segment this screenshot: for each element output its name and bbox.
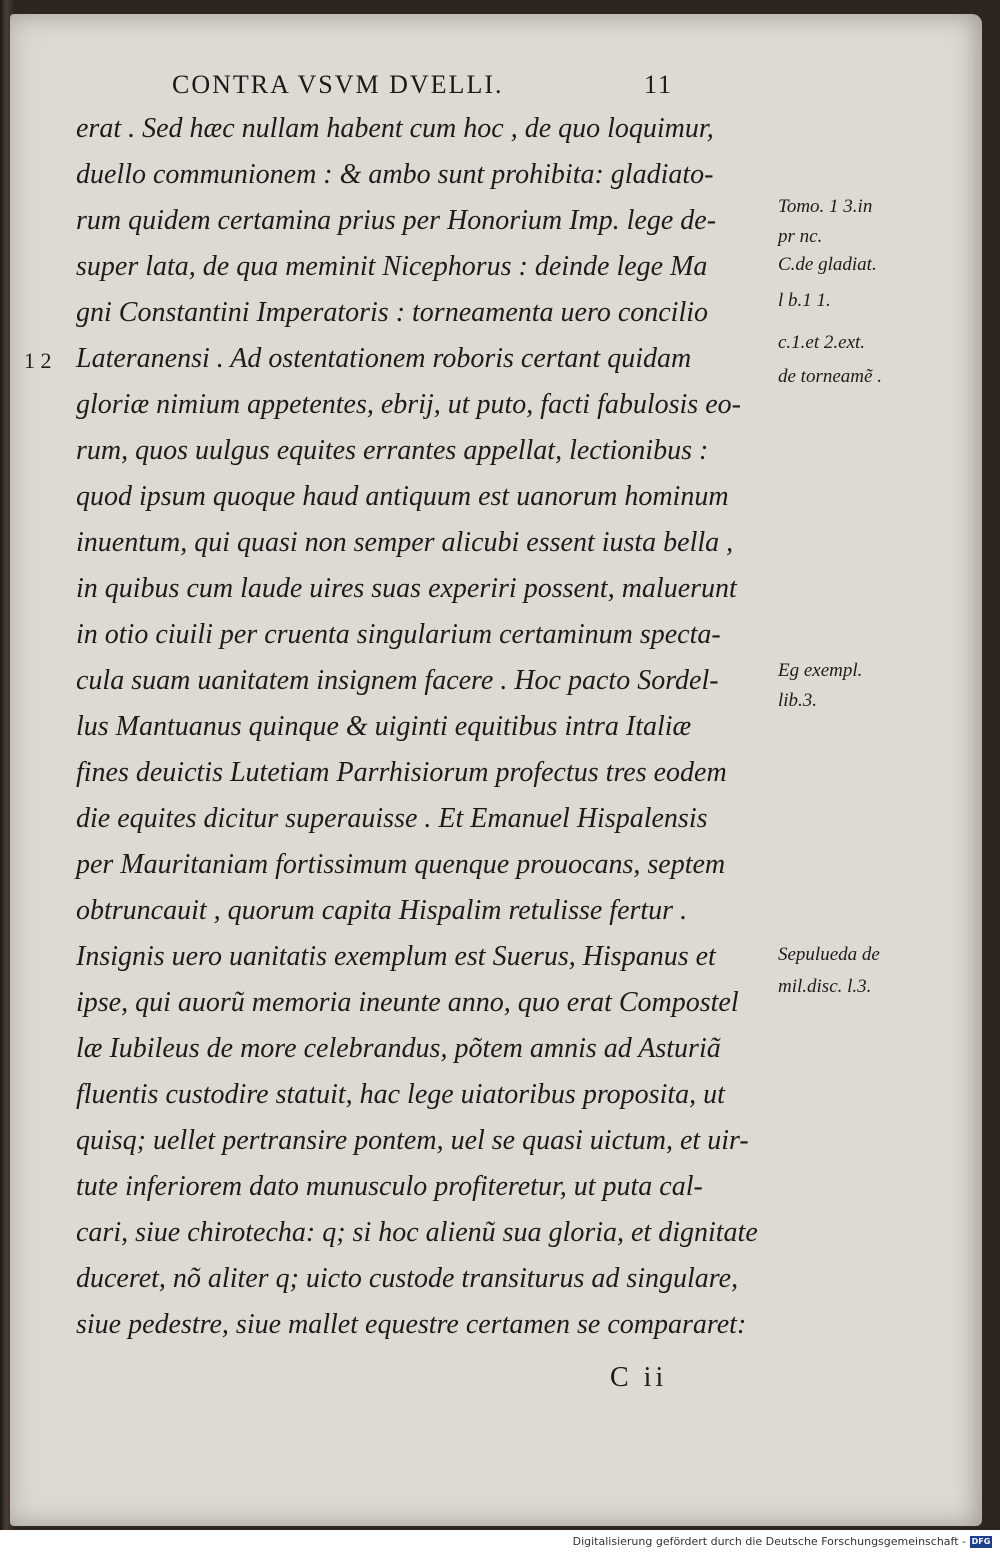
body-line: obtruncauit , quorum capita Hispalim retulisse fertur . [76, 895, 688, 926]
footer-bar [0, 1530, 1000, 1554]
body-line: gni Constantini Imperatoris : torneamenta uero concilio [76, 297, 709, 328]
margin-note: Tomo. 1 3.in [778, 196, 873, 217]
body-line: die equites dicitur superauisse . Et Emanuel Hispalensis [76, 803, 708, 834]
margin-note: Sepulueda de [778, 944, 880, 965]
body-line: læ Iubileus de more celebrandus, põtem amnis ad Asturiã [76, 1033, 721, 1064]
margin-note: Eg exempl. [778, 660, 863, 681]
body-line: per Mauritaniam fortissimum quenque prouocans, septem [76, 849, 726, 880]
body-line: in otio ciuili per cruenta singularium certaminum specta- [76, 619, 721, 650]
body-line: rum, quos uulgus equites errantes appellat, lectionibus : [76, 435, 709, 466]
margin-note: mil.disc. l.3. [778, 976, 872, 997]
margin-note: pr nc. [778, 226, 823, 247]
body-line: quod ipsum quoque haud antiquum est uanorum hominum [76, 481, 729, 512]
body-line: fines deuictis Lutetiam Parrhisiorum profectus tres eodem [76, 757, 727, 788]
body-line: inuentum, qui quasi non semper alicubi essent iusta bella , [76, 527, 734, 558]
body-line: Insignis uero uanitatis exemplum est Suerus, Hispanus et [76, 941, 716, 972]
body-line: cari, siue chirotecha: q; si hoc alienũ sua gloria, et dignitate [76, 1217, 758, 1248]
book-page [10, 14, 982, 1526]
body-line: duello communionem : & ambo sunt prohibita: gladiato- [76, 159, 714, 190]
body-line: gloriæ nimium appetentes, ebrij, ut puto, facti fabulosis eo- [76, 389, 741, 420]
footer-credit: Digitalisierung gefördert durch die Deutsche Forschungsgemeinschaft - [572, 1535, 966, 1548]
margin-note: C.de gladiat. [778, 254, 877, 275]
margin-note: l b.1 1. [778, 290, 831, 311]
body-line: quisq; uellet pertransire pontem, uel se quasi uictum, et uir- [76, 1125, 749, 1156]
running-title: CONTRA VSVM DVELLI. [172, 70, 504, 99]
body-line: lus Mantuanus quinque & uiginti equitibus intra Italiæ [76, 711, 692, 742]
dfg-logo-icon[interactable]: DFG [971, 1537, 991, 1546]
margin-note: lib.3. [778, 690, 818, 711]
body-line: super lata, de qua meminit Nicephorus : deinde lege Ma [76, 251, 708, 282]
section-number: 1 2 [24, 348, 52, 373]
body-line: rum quidem certamina prius per Honorium Imp. lege de- [76, 205, 717, 236]
body-line: cula suam uanitatem insignem facere . Hoc pacto Sordel- [76, 665, 719, 696]
margin-note: de torneamẽ . [778, 366, 882, 387]
body-line: erat . Sed hæc nullam habent cum hoc , de quo loquimur, [76, 113, 714, 144]
page-number: 11 [644, 70, 674, 99]
body-line: in quibus cum laude uires suas experiri possent, maluerunt [76, 573, 737, 604]
body-line: duceret, nõ aliter q; uicto custode transiturus ad singulare, [76, 1263, 739, 1294]
body-line: ipse, qui auorũ memoria ineunte anno, quo erat Compostel [76, 987, 739, 1018]
body-line: Lateranensi . Ad ostentationem roboris certant quidam [76, 343, 692, 374]
body-line: siue pedestre, siue mallet equestre certamen se compararet: [76, 1309, 747, 1340]
signature-mark: C ii [610, 1362, 668, 1393]
margin-note: c.1.et 2.ext. [778, 332, 866, 353]
running-head [160, 66, 760, 106]
body-line: fluentis custodire statuit, hac lege uiatoribus proposita, ut [76, 1079, 725, 1110]
body-line: tute inferiorem dato munusculo profiteretur, ut puta cal- [76, 1171, 703, 1202]
